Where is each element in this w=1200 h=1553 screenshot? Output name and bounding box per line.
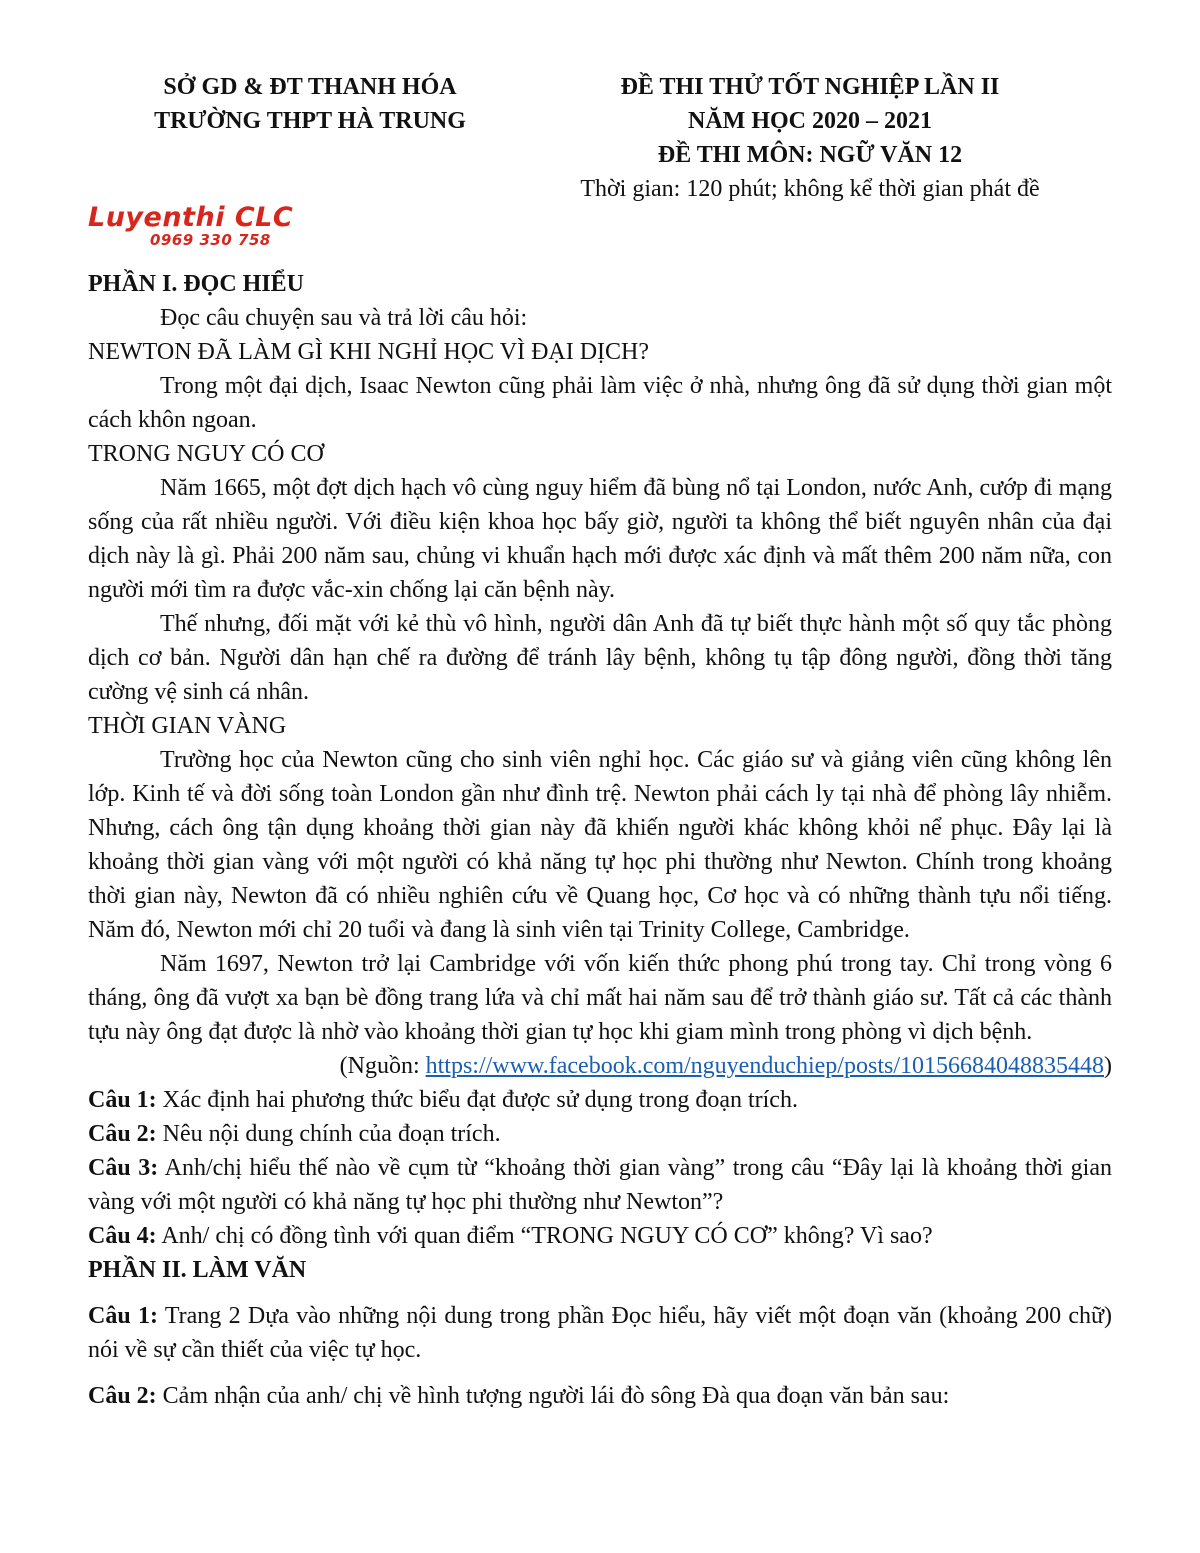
question-3 [88,1151,1112,1219]
question-label: Câu 2: [88,1121,157,1147]
question-4 [88,1219,1112,1253]
part1-heading: PHẦN I. ĐỌC HIỂU [88,271,305,297]
department-name: SỞ GD & ĐT THANH HÓA [163,74,457,100]
logo-phone-text: 0969 330 758 [150,231,271,249]
exam-duration: Thời gian: 120 phút; không kể thời gian phát đề [580,176,1040,202]
reading-instruction: Đọc câu chuyện sau và trả lời câu hỏi: [160,305,528,331]
logo-main-text: Luyenthi CLC [88,202,294,233]
question-text: Anh/ chị có đồng tình với quan điểm “TRONG NGUY CÓ CƠ” không? Vì sao? [156,1223,933,1249]
part2-heading: PHẦN II. LÀM VĂN [88,1257,307,1283]
source-citation [88,1049,1112,1083]
luyenthi-logo [88,204,318,250]
question-label: Câu 1: [88,1303,158,1329]
question-label: Câu 3: [88,1155,159,1181]
school-name: TRƯỜNG THPT HÀ TRUNG [154,108,466,134]
question-text: Trang 2 Dựa vào những nội dung trong phần Đọc hiểu, hãy viết một đoạn văn (khoảng 200 chữ) nói về sự cần thiết của việc tự học. [88,1303,1113,1363]
source-prefix: (Nguồn: [339,1053,426,1079]
question-1 [88,1083,1112,1117]
passage-paragraph-2: Thế nhưng, đối mặt với kẻ thù vô hình, người dân Anh đã tự biết thực hành một số quy tắc phòng dịch cơ bản. Người dân hạn chế ra đường để tránh lây bệnh, không tụ tập đông người, đồng thời tăng cường vệ sinh cá nhân. [88,611,1112,705]
question-text: Cảm nhận của anh/ chị về hình tượng người lái đò sông Đà qua đoạn văn bản sau: [156,1383,950,1409]
passage-subheading-1: TRONG NGUY CÓ CƠ [88,441,324,467]
exam-subject: ĐỀ THI MÔN: NGỮ VĂN 12 [657,142,963,168]
essay-question-1 [88,1299,1112,1367]
passage-paragraph-4: Năm 1697, Newton trở lại Cambridge với vốn kiến thức phong phú trong tay. Chỉ trong vòng 6 tháng, ông đã vượt xa bạn bè đồng trang lứa và chỉ mất hai năm sau để trở thành giáo sư. Tất cả các thành tựu này ông đạt được là nhờ vào khoảng thời gian tự học khi giam mình trong phòng vì dịch bệnh. [88,951,1112,1045]
source-link[interactable]: https://www.facebook.com/nguyenduchiep/posts/10156684048835448 [425,1053,1104,1079]
question-label: Câu 1: [88,1087,157,1113]
passage-paragraph-1: Năm 1665, một đợt dịch hạch vô cùng nguy hiểm đã bùng nổ tại London, nước Anh, cướp đi mạng sống của rất nhiều người. Với điều kiện khoa học bấy giờ, người ta không thể biết nguyên nhân của đại dịch này là gì. Phải 200 năm sau, chủng vi khuẩn hạch mới được xác định và mất thêm 200 năm nữa, con người mới tìm ra được vắc-xin chống lại căn bệnh này. [88,475,1112,603]
question-2 [88,1117,1112,1151]
spacer [88,1367,1112,1379]
passage-intro: Trong một đại dịch, Isaac Newton cũng phải làm việc ở nhà, nhưng ông đã sử dụng thời gian một cách khôn ngoan. [88,373,1112,433]
question-label: Câu 4: [88,1223,157,1249]
source-suffix: ) [1104,1053,1112,1079]
passage-subheading-2: THỜI GIAN VÀNG [88,713,287,739]
question-text: Anh/chị hiểu thế nào về cụm từ “khoảng thời gian vàng” trong câu “Đây lại là khoảng thời gian vàng với một người có khả năng tự học phi thường như Newton”? [88,1155,1113,1215]
exam-body [88,267,1112,1413]
passage-title: NEWTON ĐÃ LÀM GÌ KHI NGHỈ HỌC VÌ ĐẠI DỊCH? [88,339,650,365]
question-label: Câu 2: [88,1383,157,1409]
exam-title: ĐỀ THI THỬ TỐT NGHIỆP LẦN II [620,74,1000,100]
school-year: NĂM HỌC 2020 – 2021 [688,108,932,134]
question-text: Xác định hai phương thức biểu đạt được sử dụng trong đoạn trích. [156,1087,798,1113]
question-text: Nêu nội dung chính của đoạn trích. [156,1121,501,1147]
essay-question-2 [88,1379,1112,1413]
passage-paragraph-3: Trường học của Newton cũng cho sinh viên nghỉ học. Các giáo sư và giảng viên cũng không lên lớp. Kinh tế và đời sống toàn London gần như đình trệ. Newton phải cách ly tại nhà để phòng lây nhiễm. Nhưng, cách ông tận dụng khoảng thời gian này đã khiến người khác không khỏi nể phục. Đây lại là khoảng thời gian vàng với một người có khả năng tự học phi thường như Newton. Chính trong khoảng thời gian này, Newton đã có nhiều nghiên cứu về Quang học, Cơ học và có những thành tựu nổi tiếng. Năm đó, Newton mới chỉ 20 tuổi và đang là sinh viên tại Trinity College, Cambridge. [88,747,1112,943]
school-header [120,70,500,138]
spacer [88,1287,1112,1299]
exam-header [540,70,1080,206]
